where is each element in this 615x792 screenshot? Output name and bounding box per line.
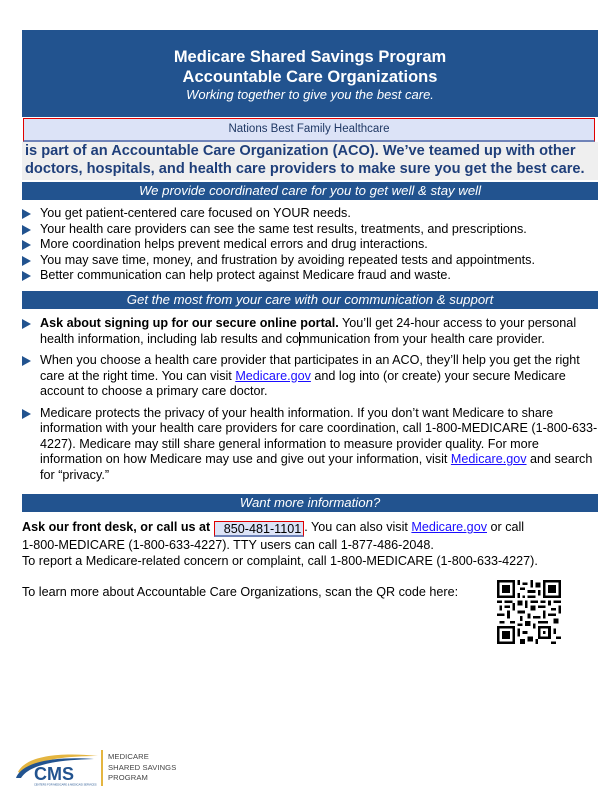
- list-item-text: Better communication can help protect against Medicare fraud and waste.: [40, 268, 451, 282]
- page-title: Medicare Shared Savings Program: [173, 48, 447, 66]
- medicare-gov-link[interactable]: Medicare.gov: [235, 368, 311, 383]
- program-line2: SHARED SAVINGS: [108, 762, 177, 772]
- program-line1: MEDICARE: [108, 752, 149, 761]
- bullet-arrow-icon: [22, 409, 31, 419]
- logo-subtext: CENTERS FOR MEDICARE & MEDICAID SERVICES: [34, 783, 97, 787]
- privacy-text-a: Medicare protects the privacy of your health information. If you don’t want Medicare to share information with your health care providers for care coordination, call 1-800-MEDICARE (1-800-633-4227). Medicare may still share general information to measure provider quality. For more information on how Medicare may use and give out your information, visit: [40, 405, 598, 466]
- list-item-text: [40, 406, 600, 484]
- list-item: [22, 206, 598, 222]
- header-banner: [22, 30, 598, 117]
- list-item-text: More coordination helps prevent medical errors and drug interactions.: [40, 237, 428, 251]
- list-item-text: You get patient-centered care focused on YOUR needs.: [40, 206, 351, 220]
- communication-list: [22, 316, 598, 489]
- organization-name-field[interactable]: Nations Best Family Healthcare: [23, 118, 595, 142]
- qr-prompt: To learn more about Accountable Care Organizations, scan the QR code here:: [22, 585, 459, 599]
- medicare-gov-link[interactable]: Medicare.gov: [450, 452, 527, 466]
- program-name: [108, 752, 176, 784]
- logo-wordmark: CMS: [34, 764, 74, 784]
- portal-text-b: mmunication from your health care provider.: [299, 331, 545, 346]
- logo-divider: [101, 750, 103, 786]
- bullet-arrow-icon: [22, 225, 31, 235]
- list-item-text: You may save time, money, and frustration by avoiding repeated tests and appointments.: [40, 252, 535, 267]
- contact-info: [22, 519, 602, 569]
- tagline: Working together to give you the best care.: [186, 87, 434, 102]
- bullet-arrow-icon: [22, 271, 31, 281]
- contact-text: . You can also visit: [304, 520, 412, 534]
- list-item-portal: [22, 316, 598, 347]
- section-heading-communication: Get the most from your care with our communication & support: [22, 291, 598, 309]
- medicare-gov-link[interactable]: Medicare.gov: [411, 520, 487, 534]
- contact-line2: 1-800-MEDICARE (1-800-633-4227). TTY users can call 1-877-486-2048.: [22, 538, 434, 552]
- list-item-privacy: [22, 406, 598, 484]
- bullet-arrow-icon: [22, 319, 31, 329]
- coordinated-care-list: [22, 206, 598, 284]
- bullet-arrow-icon: [22, 356, 31, 366]
- aco-intro-line2: doctors, hospitals, and health care providers to make sure you get the best care.: [25, 161, 585, 177]
- bullet-arrow-icon: [22, 256, 31, 266]
- list-item-text: [40, 316, 600, 347]
- phone-number-field[interactable]: 850-481-1101: [214, 521, 304, 537]
- portal-text-a: You’ll get 24-hour access to your personal health information, including lab results and co: [40, 316, 577, 346]
- list-item: [22, 222, 598, 238]
- list-item: [22, 237, 598, 253]
- section-heading-more-info: Want more information?: [22, 494, 598, 512]
- provider-text-b: and log into (or create) your secure Medicare account to choose a primary care doctor.: [40, 368, 566, 398]
- list-item: [22, 268, 598, 284]
- ask-front-desk: Ask our front desk, or call us at: [22, 520, 211, 534]
- list-item-provider: [22, 353, 598, 400]
- program-line3: PROGRAM: [108, 773, 148, 782]
- section-heading-coordinated-care: We provide coordinated care for you to get well & stay well: [22, 182, 598, 200]
- cms-logo: [14, 748, 104, 788]
- list-item-text: [40, 353, 600, 400]
- bullet-arrow-icon: [22, 240, 31, 250]
- contact-text-call: or call: [487, 520, 525, 534]
- aco-intro: [22, 142, 598, 180]
- provider-text-a: When you choose a health care provider that participates in an ACO, they’ll help you get the right care at the right time. You can visit: [40, 353, 580, 383]
- list-item: [22, 253, 598, 269]
- bullet-arrow-icon: [22, 209, 31, 219]
- page-subtitle: Accountable Care Organizations: [182, 68, 438, 86]
- contact-line3: To report a Medicare-related concern or complaint, call 1-800-MEDICARE (1-800-633-4227).: [22, 554, 538, 568]
- privacy-text-b: and search for “privacy.”: [40, 452, 593, 482]
- portal-lead: Ask about signing up for our secure online portal.: [40, 316, 339, 330]
- list-item-text: Your health care providers can see the same test results, treatments, and prescriptions.: [40, 221, 527, 236]
- qr-code[interactable]: [497, 580, 561, 644]
- aco-intro-line1: is part of an Accountable Care Organization (ACO). We’ve teamed up with other: [25, 143, 576, 159]
- contact-line1: [22, 519, 602, 537]
